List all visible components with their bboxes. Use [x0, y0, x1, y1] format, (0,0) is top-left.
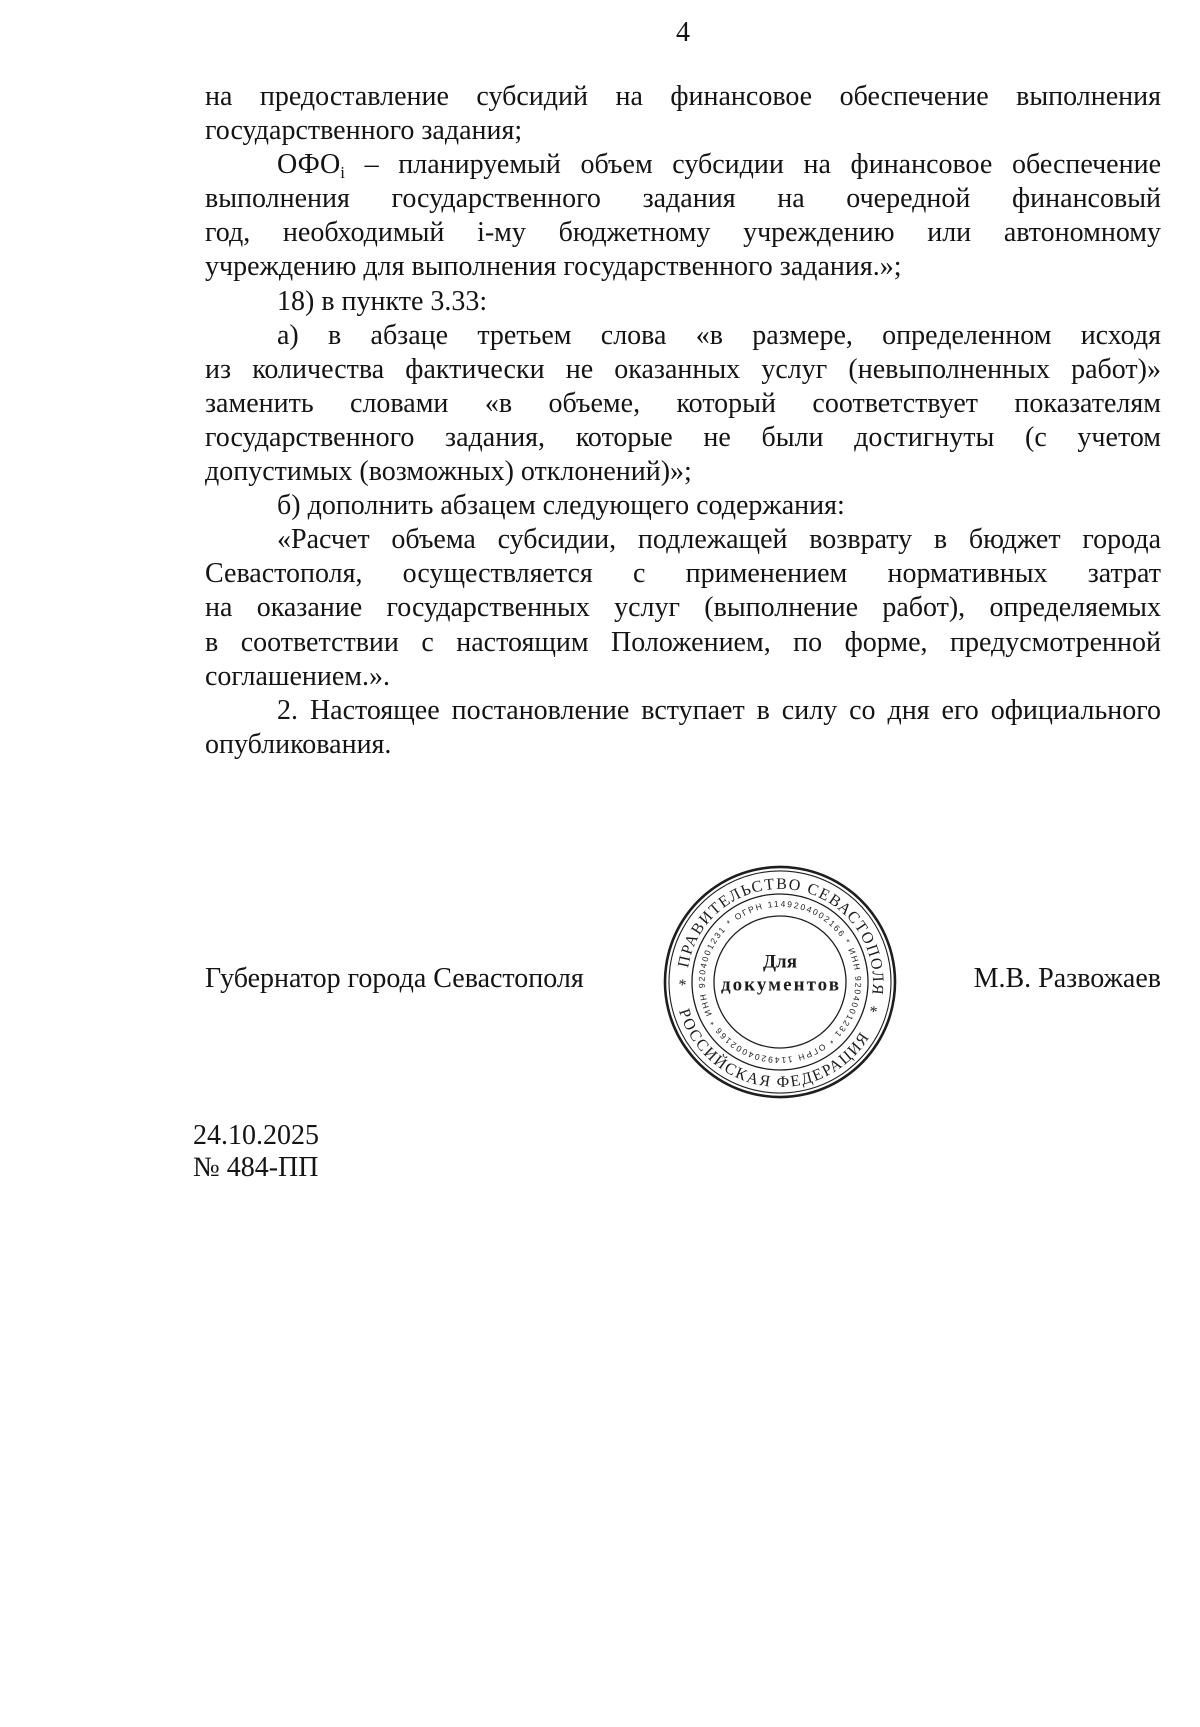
seal-registration-text-path: ОГРН 1149204002166 * ИНН 9204001231 * ОГРН 1149204002166 * ИНН 9204001231 *	[696, 898, 864, 1066]
seal-bottom-text-path: РОССИЙСКАЯ ФЕДЕРАЦИЯ	[675, 1006, 873, 1092]
formula-symbol: ОФО	[277, 149, 341, 181]
body-text	[205, 80, 1161, 762]
page-number: 4	[676, 17, 690, 48]
formula-subscript: i	[340, 163, 345, 183]
text-line: в соответствии с настоящим Положением, по форме, предусмотренной	[205, 626, 1161, 658]
text-line: государственного задания;	[205, 115, 523, 147]
text-line-formula	[205, 148, 1161, 182]
text-line: 18) в пункте 3.33:	[277, 285, 488, 317]
text-line: а) в абзаце третьем слова «в размере, определенном исходя	[277, 319, 1161, 351]
text-line: на предоставление субсидий на финансовое обеспечение выполнения	[205, 81, 1161, 112]
document-date: 24.10.2025	[193, 1120, 319, 1151]
seal-center-line-1: Для	[762, 951, 798, 973]
text-line: заменить словами «в объеме, который соответствует показателям	[205, 387, 1161, 419]
text-line: государственного задания, которые не были достигнуты (с учетом	[205, 421, 1161, 453]
signatory-name: М.В. Развожаев	[973, 963, 1161, 994]
text-line: учреждению для выполнения государственного задания.»;	[205, 251, 902, 283]
text-line: допустимых (возможных) отклонений)»;	[205, 456, 692, 488]
signatory-position: Губернатор города Севастополя	[205, 963, 584, 994]
text-line: соглашением.».	[205, 660, 390, 692]
seal-star-left: *	[676, 976, 688, 995]
text-line: из количества фактически не оказанных услуг (невыполненных работ)»	[205, 353, 1161, 385]
formula-definition: – планируемый объем субсидии на финансовое обеспечение	[364, 149, 1162, 181]
text-line: «Расчет объема субсидии, подлежащей возврату в бюджет города	[277, 524, 1161, 556]
document-number: № 484-ПП	[193, 1152, 319, 1183]
text-line: выполнения государственного задания на очередной финансовый	[205, 183, 1161, 215]
text-line: Севастополя, осуществляется с применением нормативных затрат	[205, 558, 1161, 590]
seal-bottom-text	[666, 1004, 874, 1102]
text-line: на оказание государственных услуг (выполнение работ), определяемых	[205, 592, 1161, 624]
seal-star-right: *	[868, 1003, 879, 1022]
official-seal	[660, 862, 900, 1102]
text-line: опубликования.	[205, 728, 392, 760]
text-line: год, необходимый i-му бюджетному учреждению или автономному	[205, 217, 1161, 249]
text-line: 2. Настоящее постановление вступает в силу со дня его официального	[277, 694, 1161, 726]
text-line: б) дополнить абзацем следующего содержания:	[277, 490, 845, 522]
seal-center-line-2: документов	[721, 974, 839, 996]
seal-top-text-path: ПРАВИТЕЛЬСТВО СЕВАСТОПОЛЯ	[675, 875, 887, 996]
